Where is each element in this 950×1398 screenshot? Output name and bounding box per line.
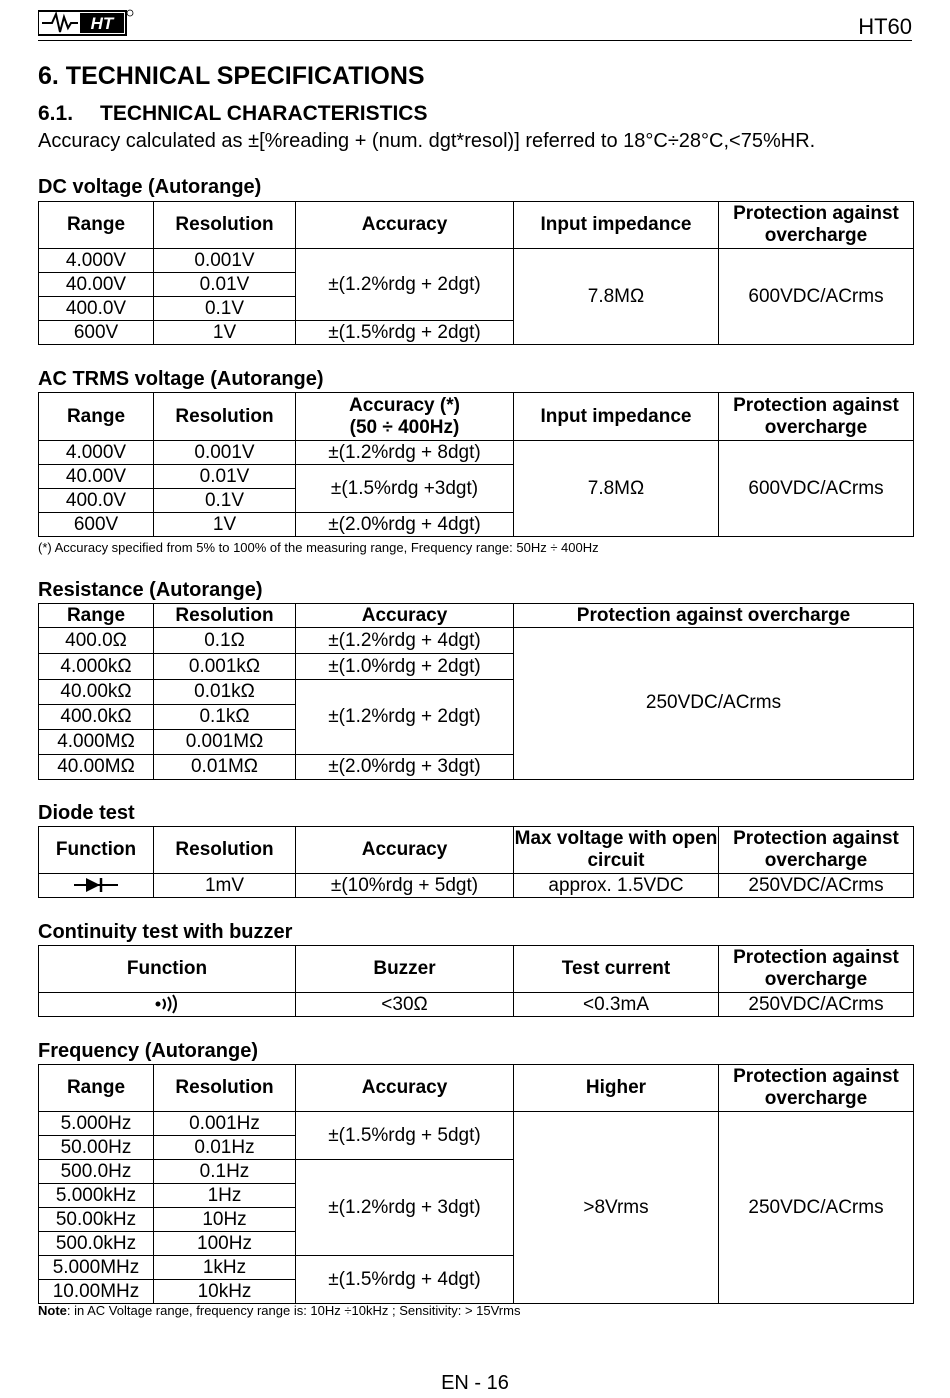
cell: 0.1V <box>154 489 296 513</box>
table-row <box>39 441 914 465</box>
cell: 0.001V <box>154 249 296 273</box>
header-cell: Function <box>39 946 296 993</box>
cell: 10Hz <box>154 1208 296 1232</box>
dc-voltage-table <box>38 201 914 345</box>
note-text: : in AC Voltage range, frequency range is: 10Hz ÷10kHz ; Sensitivity: > 15Vrms <box>66 1303 521 1318</box>
cell: 0.001Hz <box>154 1112 296 1136</box>
cell: 250VDC/ACrms <box>719 993 914 1017</box>
diode-icon <box>72 876 120 894</box>
cell: ±(1.5%rdg + 5dgt) <box>296 1112 514 1160</box>
cell: approx. 1.5VDC <box>514 874 719 898</box>
ac-footnote: (*) Accuracy specified from 5% to 100% of the measuring range, Frequency range: 50Hz ÷ 400Hz <box>38 540 599 555</box>
cell: 600V <box>39 513 154 537</box>
cell: 10.00MHz <box>39 1280 154 1304</box>
table-header-row <box>39 604 914 628</box>
table-row <box>39 993 914 1017</box>
header-cell: Range <box>39 604 154 628</box>
note-label: Note <box>38 1303 67 1318</box>
cell: ±(10%rdg + 5dgt) <box>296 874 514 898</box>
cell: 0.1kΩ <box>154 705 296 730</box>
header-cell: Accuracy <box>296 827 514 874</box>
cell: 600VDC/ACrms <box>719 441 914 537</box>
section-number: 6.1. <box>38 102 74 125</box>
cell: 7.8MΩ <box>514 441 719 537</box>
freq-title: Frequency (Autorange) <box>38 1040 259 1062</box>
header-cell <box>296 393 514 441</box>
cell: 500.0Hz <box>39 1160 154 1184</box>
cell: 5.000Hz <box>39 1112 154 1136</box>
ac-title: AC TRMS voltage (Autorange) <box>38 368 324 390</box>
cell: 40.00MΩ <box>39 755 154 780</box>
resistance-table <box>38 603 914 780</box>
header-cell: Function <box>39 827 154 874</box>
cell: 400.0V <box>39 297 154 321</box>
cell: 1mV <box>154 874 296 898</box>
header-cell: Resolution <box>154 1065 296 1112</box>
cell: ±(1.2%rdg + 8dgt) <box>296 441 514 465</box>
ht-logo <box>38 8 134 38</box>
cont-title: Continuity test with buzzer <box>38 921 293 943</box>
cell: ±(1.5%rdg + 4dgt) <box>296 1256 514 1304</box>
cell: 100Hz <box>154 1232 296 1256</box>
header-cell: Buzzer <box>296 946 514 993</box>
cell: 5.000kHz <box>39 1184 154 1208</box>
cell: ±(1.5%rdg +3dgt) <box>296 465 514 513</box>
cell: 250VDC/ACrms <box>719 1112 914 1304</box>
header-cell: Protection against overcharge <box>719 202 914 249</box>
cell: 40.00V <box>39 465 154 489</box>
cell: 50.00kHz <box>39 1208 154 1232</box>
cell: 0.1V <box>154 297 296 321</box>
cell: 400.0Ω <box>39 628 154 654</box>
header-line: (50 ÷ 400Hz) <box>349 416 460 438</box>
header-line: Accuracy (*) <box>349 394 460 416</box>
cell: 0.01kΩ <box>154 680 296 705</box>
header-cell: Range <box>39 1065 154 1112</box>
cell: 40.00V <box>39 273 154 297</box>
accuracy-intro: Accuracy calculated as ±[%reading + (num. dgt*resol)] referred to 18°C÷28°C,<75%HR. <box>38 130 816 152</box>
table-row <box>39 249 914 273</box>
header-cell: Protection against overcharge <box>719 946 914 993</box>
cell: 0.001kΩ <box>154 654 296 680</box>
header-cell: Accuracy <box>296 604 514 628</box>
cell: ±(1.5%rdg + 2dgt) <box>296 321 514 345</box>
page-title: 6. TECHNICAL SPECIFICATIONS <box>38 62 425 90</box>
cell: 7.8MΩ <box>514 249 719 345</box>
cell: 50.00Hz <box>39 1136 154 1160</box>
header-cell: Higher <box>514 1065 719 1112</box>
table-header-row <box>39 827 914 874</box>
table-header-row <box>39 202 914 249</box>
header-cell: Protection against overcharge <box>719 1065 914 1112</box>
header-cell: Range <box>39 393 154 441</box>
ac-voltage-table <box>38 392 914 537</box>
cell: 4.000kΩ <box>39 654 154 680</box>
cell: 5.000MHz <box>39 1256 154 1280</box>
cell: ±(1.2%rdg + 2dgt) <box>296 249 514 321</box>
cell: <0.3mA <box>514 993 719 1017</box>
cell: ±(1.2%rdg + 2dgt) <box>296 680 514 755</box>
header-cell: Accuracy <box>296 1065 514 1112</box>
cell: 4.000V <box>39 441 154 465</box>
cell: 1Hz <box>154 1184 296 1208</box>
cell: 0.1Ω <box>154 628 296 654</box>
cell: 1kHz <box>154 1256 296 1280</box>
cell: 1V <box>154 513 296 537</box>
buzzer-icon <box>154 994 180 1014</box>
cell: 250VDC/ACrms <box>514 628 914 780</box>
table-row <box>39 1112 914 1136</box>
cell: 40.00kΩ <box>39 680 154 705</box>
table-header-row <box>39 1065 914 1112</box>
cell: ±(1.2%rdg + 4dgt) <box>296 628 514 654</box>
header-cell: Accuracy <box>296 202 514 249</box>
header-cell: Resolution <box>154 393 296 441</box>
cell: 400.0kΩ <box>39 705 154 730</box>
cell: 600VDC/ACrms <box>719 249 914 345</box>
diode-title: Diode test <box>38 802 135 824</box>
cell: ±(2.0%rdg + 4dgt) <box>296 513 514 537</box>
header-cell: Max voltage with open circuit <box>514 827 719 874</box>
cell: ±(2.0%rdg + 3dgt) <box>296 755 514 780</box>
cell: ±(1.2%rdg + 3dgt) <box>296 1160 514 1256</box>
cell: 1V <box>154 321 296 345</box>
model-label: HT60 <box>858 14 912 39</box>
cell: 4.000MΩ <box>39 730 154 755</box>
page-number: EN - 16 <box>441 1372 509 1394</box>
header-cell: Protection against overcharge <box>514 604 914 628</box>
section-heading <box>38 102 427 126</box>
svg-text:HT: HT <box>90 14 114 33</box>
cell: 0.01V <box>154 273 296 297</box>
header-cell: Resolution <box>154 604 296 628</box>
header-cell: Protection against overcharge <box>719 393 914 441</box>
header-cell: Input impedance <box>514 202 719 249</box>
cell: 0.001MΩ <box>154 730 296 755</box>
table-row <box>39 874 914 898</box>
cell <box>39 874 154 898</box>
cell: 0.1Hz <box>154 1160 296 1184</box>
header-cell: Input impedance <box>514 393 719 441</box>
cell: 0.001V <box>154 441 296 465</box>
cell: 4.000V <box>39 249 154 273</box>
res-title: Resistance (Autorange) <box>38 579 263 601</box>
cell: 250VDC/ACrms <box>719 874 914 898</box>
cell: 600V <box>39 321 154 345</box>
cell: 500.0kHz <box>39 1232 154 1256</box>
freq-note <box>38 1303 520 1318</box>
cell: 400.0V <box>39 489 154 513</box>
cell <box>39 993 296 1017</box>
cell: ±(1.0%rdg + 2dgt) <box>296 654 514 680</box>
dc-title: DC voltage (Autorange) <box>38 176 262 198</box>
header-cell: Protection against overcharge <box>719 827 914 874</box>
cell: <30Ω <box>296 993 514 1017</box>
frequency-table <box>38 1064 914 1304</box>
table-row <box>39 628 914 654</box>
header-rule <box>38 40 912 41</box>
cell: 10kHz <box>154 1280 296 1304</box>
cell: >8Vrms <box>514 1112 719 1304</box>
continuity-table <box>38 945 914 1017</box>
header-cell: Test current <box>514 946 719 993</box>
cell: 0.01V <box>154 465 296 489</box>
section-title: TECHNICAL CHARACTERISTICS <box>100 102 428 125</box>
table-header-row <box>39 393 914 441</box>
diode-table <box>38 826 914 898</box>
header-cell: Range <box>39 202 154 249</box>
cell: 0.01Hz <box>154 1136 296 1160</box>
header-cell: Resolution <box>154 827 296 874</box>
cell: 0.01MΩ <box>154 755 296 780</box>
table-header-row <box>39 946 914 993</box>
header-cell: Resolution <box>154 202 296 249</box>
